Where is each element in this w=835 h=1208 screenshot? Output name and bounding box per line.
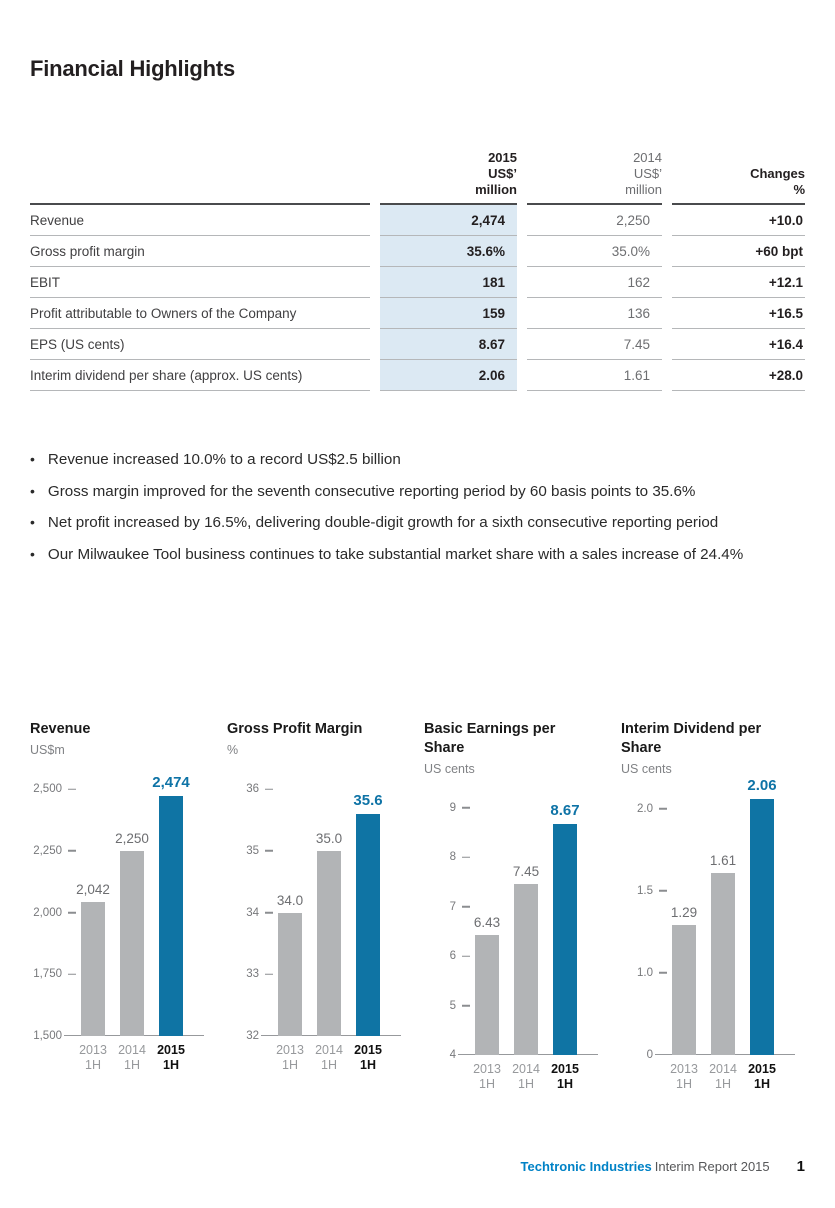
chart-plot: [424, 794, 594, 1091]
value-2014: 136: [527, 298, 662, 329]
y-tick-mark: [462, 857, 470, 859]
table-column-header: [672, 150, 805, 205]
value-2014: 162: [527, 267, 662, 298]
x-category-label: 2014 1H: [315, 1043, 343, 1072]
bullet-icon: •: [30, 451, 35, 467]
bar-value-label: 2,474: [152, 773, 190, 791]
y-tick-mark: [659, 808, 667, 810]
x-category-label: 2013 1H: [473, 1062, 501, 1091]
highlight-bullet: [30, 545, 810, 564]
y-tick-mark: [462, 1005, 470, 1007]
y-tick-label: 36: [246, 783, 259, 796]
row-label: EPS (US cents): [30, 329, 370, 360]
header-line: US$’: [633, 166, 662, 181]
y-tick-mark: [68, 912, 76, 914]
bar-2014-1h: [120, 851, 144, 1036]
header-line: 2014: [633, 150, 662, 165]
header-line: Changes: [750, 166, 805, 181]
x-category-label: 2014 1H: [118, 1043, 146, 1072]
value-change: +10.0: [672, 205, 805, 236]
y-tick-mark: [659, 972, 667, 974]
bar-2015-1h: [159, 796, 183, 1037]
chart-gross-profit-margin: [227, 720, 397, 1072]
page-title: Financial Highlights: [30, 56, 236, 81]
y-tick-label: 2,500: [33, 783, 62, 796]
y-tick-label: 2,000: [33, 906, 62, 919]
x-category-label: 2015 1H: [748, 1062, 776, 1091]
chart-basic-earnings-per-share: [424, 720, 594, 1091]
highlight-bullet: [30, 450, 810, 469]
bullet-icon: •: [30, 545, 35, 562]
footer-text: [521, 1159, 770, 1174]
chart-title: Revenue: [30, 721, 91, 737]
value-2014: 7.45: [527, 329, 662, 360]
chart-unit-label: US$m: [30, 743, 65, 757]
bar-value-label: 1.61: [709, 852, 737, 868]
bar-value-label: 35.6: [353, 791, 383, 809]
row-label: Gross profit margin: [30, 236, 370, 267]
bar-value-label: 2.06: [747, 777, 777, 795]
highlight-bullet: [30, 513, 810, 532]
value-change: +16.5: [672, 298, 805, 329]
chart-revenue: [30, 720, 200, 1072]
bar-2013-1h: [672, 925, 696, 1055]
chart-plot: [621, 777, 791, 1091]
bullet-text: Net profit increased by 16.5%, delivering double-digit growth for a sixth consecutive reporting period: [47, 514, 719, 531]
x-category-label: 2015 1H: [157, 1043, 185, 1072]
y-tick-label: 34: [246, 906, 259, 919]
value-2014: 35.0%: [527, 236, 662, 267]
y-tick-mark: [265, 974, 273, 976]
y-tick-label: 1,500: [33, 1030, 62, 1042]
y-tick-mark: [462, 955, 470, 957]
bar-value-label: 2,042: [76, 882, 110, 898]
chart-plot: [30, 773, 200, 1072]
chart-unit-label: US cents: [424, 762, 475, 776]
y-tick-label: 1.5: [637, 884, 653, 897]
x-category-label: 2013 1H: [276, 1043, 304, 1072]
y-tick-mark: [68, 850, 76, 852]
y-tick-label: 9: [449, 801, 456, 814]
value-change: +60 bpt: [672, 236, 805, 267]
bullet-icon: •: [30, 514, 35, 530]
row-label: Interim dividend per share (approx. US cents): [30, 360, 370, 391]
bar-2015-1h: [750, 799, 774, 1055]
bar-value-label: 34.0: [276, 892, 304, 908]
x-category-label: 2014 1H: [709, 1062, 737, 1091]
header-line: million: [475, 182, 517, 197]
y-tick-mark: [68, 788, 76, 790]
chart-unit-label: US cents: [621, 762, 672, 776]
y-tick-label: 7: [449, 900, 456, 913]
y-tick-label: 2.0: [637, 802, 653, 815]
bar-value-label: 2,250: [115, 830, 149, 846]
value-2015: 159: [380, 298, 517, 329]
y-tick-mark: [68, 974, 76, 976]
x-category-label: 2015 1H: [551, 1062, 579, 1091]
highlight-bullet: [30, 482, 810, 501]
value-2014: 2,250: [527, 205, 662, 236]
y-tick-label: 0: [646, 1049, 653, 1061]
chart-plot: [227, 775, 397, 1072]
bullet-text: Our Milwaukee Tool business continues to take substantial market share with a sales increase of 24.4%: [47, 545, 744, 563]
y-tick-mark: [659, 890, 667, 892]
x-category-label: 2013 1H: [670, 1062, 698, 1091]
x-category-label: 2014 1H: [512, 1062, 540, 1091]
header-line: million: [625, 182, 662, 197]
bar-value-label: 7.45: [512, 864, 540, 880]
value-change: +28.0: [672, 360, 805, 391]
row-label: Revenue: [30, 205, 370, 236]
y-tick-label: 32: [246, 1030, 259, 1042]
bullet-text: Gross margin improved for the seventh consecutive reporting period by 60 basis points to 35.6%: [47, 482, 696, 500]
value-2015: 181: [380, 267, 517, 298]
y-tick-label: 5: [449, 999, 456, 1012]
chart-title: Interim Dividend per Share: [621, 721, 762, 756]
chart-interim-dividend-per-share: [621, 720, 791, 1091]
bar-value-label: 8.67: [550, 802, 580, 820]
y-tick-mark: [265, 788, 273, 790]
bar-2015-1h: [553, 824, 577, 1055]
header-line: 2015: [488, 150, 517, 165]
bar-2014-1h: [317, 851, 341, 1036]
row-label: Profit attributable to Owners of the Company: [30, 298, 370, 329]
value-2015: 35.6%: [380, 236, 517, 267]
y-tick-mark: [462, 807, 470, 809]
bar-value-label: 1.29: [670, 905, 698, 921]
table-column-header: [380, 150, 517, 205]
y-tick-label: 2,250: [33, 844, 62, 857]
value-2015: 8.67: [380, 329, 517, 360]
y-tick-label: 1,750: [33, 968, 62, 981]
row-label: EBIT: [30, 267, 370, 298]
highlights-list: [30, 450, 810, 576]
bar-value-label: 35.0: [315, 830, 343, 846]
chart-title: Basic Earnings per Share: [424, 721, 556, 756]
footer-brand: Techtronic Industries: [520, 1159, 652, 1174]
x-category-label: 2013 1H: [79, 1043, 107, 1072]
bar-2013-1h: [81, 902, 105, 1036]
table-column-header: [527, 150, 662, 205]
value-2014: 1.61: [527, 360, 662, 391]
bullet-icon: •: [30, 482, 35, 499]
bar-2014-1h: [514, 884, 538, 1055]
y-tick-label: 35: [246, 844, 259, 857]
charts-row: [30, 720, 791, 1091]
y-tick-label: 33: [246, 968, 259, 981]
bullet-text: Revenue increased 10.0% to a record US$2.5 billion: [47, 451, 401, 468]
header-line: %: [793, 182, 805, 197]
y-tick-mark: [462, 906, 470, 908]
value-2015: 2,474: [380, 205, 517, 236]
value-change: +12.1: [672, 267, 805, 298]
bar-2015-1h: [356, 814, 380, 1036]
chart-unit-label: %: [227, 743, 239, 757]
page-footer: [521, 1158, 805, 1175]
footer-report-title: Interim Report 2015: [654, 1159, 770, 1174]
value-change: +16.4: [672, 329, 805, 360]
value-2015: 2.06: [380, 360, 517, 391]
chart-title: Gross Profit Margin: [227, 721, 363, 737]
y-tick-mark: [265, 912, 273, 914]
y-tick-mark: [265, 850, 273, 852]
bar-2014-1h: [711, 873, 735, 1055]
bar-2013-1h: [278, 913, 302, 1036]
bar-2013-1h: [475, 935, 499, 1055]
y-tick-label: 4: [449, 1049, 456, 1061]
header-line: US$’: [488, 166, 517, 181]
y-tick-label: 6: [449, 950, 456, 963]
financial-highlights-table: [30, 150, 805, 391]
page-number: 1: [796, 1158, 805, 1175]
table-header-spacer: [30, 150, 370, 205]
y-tick-label: 8: [449, 851, 456, 864]
y-tick-label: 1.0: [637, 966, 653, 979]
x-category-label: 2015 1H: [354, 1043, 382, 1072]
bar-value-label: 6.43: [473, 914, 501, 930]
